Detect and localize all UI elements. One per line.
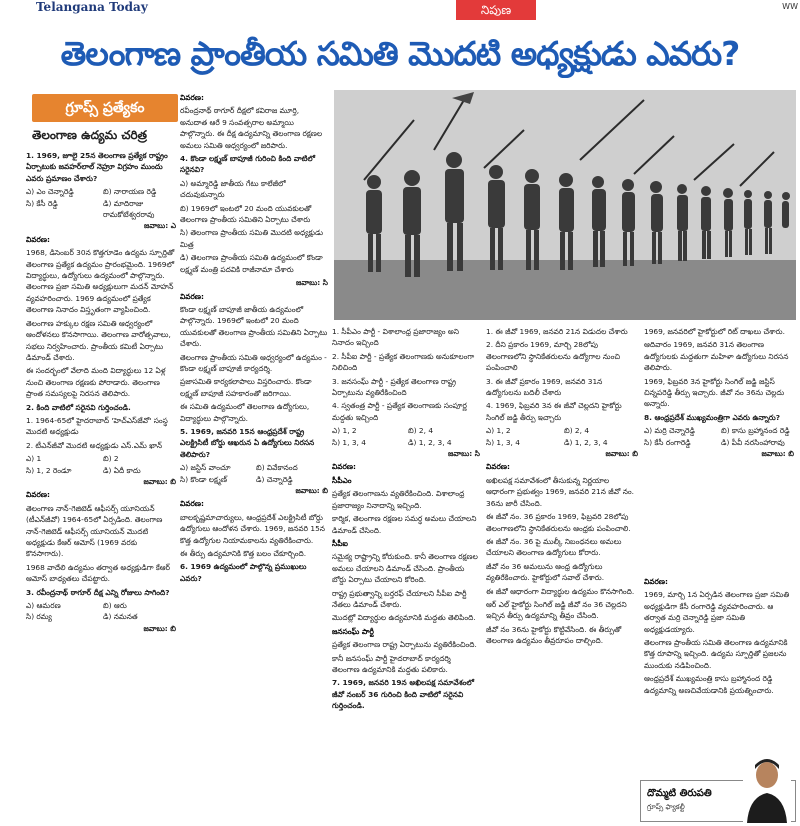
answer-option: డి) మాదిరాజు రామకోటేశ్వరరావు bbox=[103, 198, 155, 220]
paragraph: కొండా లక్ష్మణ్ బాపూజీ జాతీయ ఉద్యమంలో పాల్గొన్నారు. 1969లో ఇంటలో 20 మంది యువకులతో తెలంగాణ ప్రాంతీయ సమితిని ఏర్పాటు చేశారు. bbox=[180, 304, 328, 349]
brand-logo: Telangana Today bbox=[36, 0, 148, 14]
answer-options bbox=[644, 425, 794, 448]
paragraph: 4. స్వతంత్ర పార్టీ - ప్రత్యేక తెలంగాణకు సంపూర్ణ మద్దతు ఇచ్చింది bbox=[332, 401, 467, 422]
paragraph: ఈ జీవో ఆధారంగా విద్యార్థుల ఉద్యమం కొనసాగింది. bbox=[486, 586, 635, 596]
paragraph: ప్రత్యేక తెలంగాణను వ్యతిరేకించింది. విశాలాంధ్ర ప్రజారాజ్యం నినాదాన్ని ఇచ్చింది. bbox=[332, 489, 465, 510]
answer-key: జవాబు: బి bbox=[761, 449, 794, 459]
paragraph: కార్మిక, తెలంగాణ రక్షణల సమర్థ అమలు చేయాలని డిమాండ్ చేసింది. bbox=[332, 514, 477, 535]
answer-key: జవాబు: బి bbox=[605, 449, 638, 459]
paragraph: 1969, మార్చి 1న ఏర్పడిన తెలంగాణ ప్రజా సమితి అధ్యక్షుడిగా కేసీ రంగారెడ్డి వ్యవహరించారు. ఆ తర్వాత మర్రి చెన్నారెడ్డి ప్రజా సమితి అధ్యక్షుడయ్యారు. bbox=[644, 590, 790, 634]
explanation-label: వివరణ: bbox=[486, 462, 510, 472]
article-column-3 bbox=[332, 326, 480, 820]
answer-option: బి) నారాయణ రెడ్డి bbox=[103, 187, 157, 197]
paragraph: ఎ) అమ్మారెడ్డి జాతీయ గేటు కాలేజీలో చదువుకున్నారు bbox=[180, 178, 286, 200]
author-photo bbox=[743, 751, 791, 823]
paragraph: బాలకృష్ణమాచార్యులు, ఆంధ్రప్రదేశ్ ఎలక్ట్రిసిటీ బోర్డు ఉద్యోగులు ఆందోళన చేశారు. 1969, జనవరి 15న కొత్త ఉద్యోగుల నియామకాలను వ్యతిరేకించారు. bbox=[180, 512, 325, 545]
paragraph: జీవో నం 36ను హైకోర్టు కొట్టివేసింది. ఈ తీర్పుతో తెలంగాణ ఉద్యమం తీవ్రరూపం దాల్చింది. bbox=[486, 624, 622, 646]
explanation-label: వివరణ: bbox=[332, 462, 356, 472]
answer-option: సి) కేసీ రంగారెడ్డి bbox=[644, 437, 691, 447]
paragraph: కానీ జనసంఘ్ పార్టీ హైదరాబాద్ కార్యదర్శి తెలంగాణ ఉద్యమానికి మద్దతు పలికారు. bbox=[332, 653, 451, 674]
answer-option: డి) చెన్నారెడ్డి bbox=[256, 474, 293, 484]
explanation-label: వివరణ: bbox=[26, 490, 50, 500]
paragraph: 1. 1964-65లో హైదరాబాద్ 'హెచ్ఎస్‌జేవో' సంస్థ మొదటి అధ్యక్షుడు bbox=[26, 415, 168, 437]
author-box bbox=[640, 780, 796, 822]
explanation-label: వివరణ: bbox=[26, 234, 50, 244]
answer-option: ఎ) 1, 2 bbox=[486, 426, 511, 436]
author-name: దొమ్మటి తిరుపతి bbox=[647, 788, 712, 799]
answer-key: జవాబు: ఎ bbox=[143, 221, 176, 231]
question-text: 4. కొండా లక్ష్మణ్ బాపూజీ గురించి కింది వాటిలో సరైనవి? bbox=[180, 154, 315, 175]
paragraph: ఆదివారం 1969, జనవరి 31న తెలంగాణ ఉద్యోగులకు మద్దతుగా మహిళా ఉద్యోగులు నిరసన తెలిపారు. bbox=[644, 340, 789, 373]
explanation-label: సీపీఐ bbox=[332, 538, 348, 548]
question-text: 1. 1969, జూలై 25న తెలంగాణ ప్రత్యేక రాష్ట్రం ఏర్పాటుకు జవహర్‌లాల్ నెహ్రూ విగ్రహం ముందు ఎవరు ప్రమాణం చేశారు? bbox=[26, 151, 168, 183]
explanation-label: వివరణ: bbox=[180, 93, 204, 102]
page-headline: తెలంగాణ ప్రాంతీయ సమితి మొదటి అధ్యక్షుడు ఎవరు? bbox=[60, 34, 740, 73]
answer-options bbox=[332, 425, 480, 448]
paragraph: జీవో నం 36 అమలును ఆంధ్ర ఉద్యోగులు వ్యతిరేకించారు. హైకోర్టులో సవాల్ చేశారు. bbox=[486, 561, 605, 583]
paragraph: సి) తెలంగాణ ప్రాంతీయ సమితి మొదటి అధ్యక్షుడు మిత్ర bbox=[180, 228, 324, 249]
answer-option: డి) పీవీ నరసింహారావు bbox=[721, 437, 785, 447]
answer-option: బి) 2, 4 bbox=[564, 426, 590, 436]
answer-option: డి) 1, 2, 3, 4 bbox=[564, 437, 608, 447]
answer-option: డి) 1, 2, 3, 4 bbox=[408, 437, 452, 447]
paragraph: 3. ఈ జీవో ప్రకారం 1969, జనవరి 31న ఉద్యోగులను బదిలీ చేశారు bbox=[486, 376, 603, 398]
answer-options bbox=[180, 462, 328, 485]
marching-people-illustration bbox=[334, 90, 796, 320]
paragraph: 1. ఈ జీవో 1969, జనవరి 21న విడుదల చేశారు bbox=[486, 327, 628, 336]
question-text: 2. కింది వాటిలో సరైనవి గుర్తించండి. bbox=[26, 402, 131, 412]
answer-option: బి) ఆరు bbox=[103, 601, 127, 611]
question-text: 3. రవీంద్రనాథ్ ఠాగూర్ దీక్ష ఎన్ని రోజులు సాగింది? bbox=[26, 587, 170, 597]
historical-photo bbox=[334, 90, 796, 320]
answer-option: ఎ) 1, 2 bbox=[332, 426, 357, 436]
section-tab[interactable]: నిపుణ bbox=[456, 0, 536, 20]
groups-special-badge: గ్రూప్స్ ప్రత్యేకం bbox=[32, 94, 178, 122]
answer-option: బి) 2 bbox=[103, 454, 119, 464]
paragraph: 1. సీపీఎం పార్టీ - విశాలాంధ్ర ప్రజారాజ్యం అని నినాదం ఇచ్చింది bbox=[332, 327, 459, 348]
answer-option: సి) రమ్య bbox=[26, 612, 52, 622]
question-text: 8. ఆంధ్రప్రదేశ్ ముఖ్యమంత్రిగా ఎవరు ఉన్నారు? bbox=[644, 412, 781, 422]
paragraph: ఈ తీర్పు ఉద్యమానికి కొత్త బలం చేకూర్చింది. bbox=[180, 549, 307, 559]
paragraph: 1968 వాదేలి ఉద్యమం తర్వాత అధ్యక్షుడిగా కేఆర్ ఆమోస్ బాధ్యతలు చేపట్టారు. bbox=[26, 562, 171, 584]
answer-key: జవాబు: సి bbox=[296, 278, 328, 288]
answer-option: డి) ఏదీ కాదు bbox=[103, 465, 141, 475]
answer-option: బి) 2, 4 bbox=[408, 426, 434, 436]
paragraph: ఆర్ ఎల్ హైకోర్టు సింగిల్ జడ్జి జీవో నం 36 చెల్లదని ఇచ్చిన తీర్పు ఉద్యమాన్ని తీవ్రం చేసింది. bbox=[486, 599, 627, 621]
question-text: 7. 1969, జనవరి 19న అఖిలపక్ష సమావేశంలో జీవో నంబర్ 36 గురించి కింది వాటిలో సరైనవి గుర్తించండి. bbox=[332, 678, 475, 711]
paragraph: 1969, ఫిబ్రవరి 3న హైకోర్టు సింగిల్ జడ్జి జస్టిస్ చిన్నపరెడ్డి తీర్పు ఇచ్చారు. జీవో నం 36ను చెల్లదు అన్నారు. bbox=[644, 376, 785, 409]
answer-option: సి) కొండా లక్ష్మణ్ bbox=[180, 474, 228, 484]
answer-option: ఎ) 1 bbox=[26, 454, 42, 464]
paragraph: తెలంగాణ ప్రాంతీయ సమితి ఆధ్వర్యంలో ఉద్యమం - కొండా లక్ష్మణ్ బాపూజీ కార్యదర్శి. bbox=[180, 352, 327, 373]
article-column-1 bbox=[26, 150, 176, 820]
site-label: WW bbox=[782, 2, 798, 11]
answer-options bbox=[26, 186, 176, 220]
answer-option: డి) నమనత bbox=[103, 612, 138, 622]
paragraph: రాష్ట్ర ప్రభుత్వాన్ని బర్తరఫ్ చేయాలని సీపీఐ పార్టీ నేతలు డిమాండ్ చేశారు. bbox=[332, 588, 467, 609]
paragraph: 3. జనసంఘ్ పార్టీ - ప్రత్యేక తెలంగాణ రాష్ట్ర ఏర్పాటును వ్యతిరేకించింది bbox=[332, 376, 456, 398]
paragraph: ఆంధ్రప్రదేశ్ ముఖ్యమంత్రి కాసు బ్రహ్మానంద రెడ్డి ఉద్యమాన్ని అణచివేయడానికి ప్రయత్నించారు. bbox=[644, 674, 774, 695]
answer-key: జవాబు: బి bbox=[143, 623, 176, 633]
question-text: 5. 1969, జనవరి 15న ఆంధ్రప్రదేశ్ రాష్ట్ర ఎలక్ట్రిసిటీ బోర్డు ఆఖరున ఏ ఉద్యోగులు నిరసన తెలిపారు? bbox=[180, 426, 315, 459]
paragraph: తెలంగాణ నాన్-గెజిటెడ్ ఆఫీసర్స్ యూనియన్ (టీఎన్‌జీవో) 1964-65లో ఏర్పడింది. తెలంగాణ నాన్-గెజిటెడ్ ఆఫీసర్స్ యూనియన్ మొదటి అధ్యక్షుడు కేఆర్ ఆమోస్ (1969 వరకు కొనసాగారు). bbox=[26, 503, 163, 559]
question-text: 6. 1969 ఉద్యమంలో పాల్గొన్న ప్రముఖులు ఎవరు? bbox=[180, 562, 307, 583]
paragraph: 4. 1969, ఫిబ్రవరి 3న ఈ జీవో చెల్లదని హైకోర్టు సింగిల్ జడ్జి తీర్పు ఇచ్చారు bbox=[486, 401, 622, 422]
answer-option: సి) 1, 3, 4 bbox=[332, 437, 366, 447]
paragraph: 2. టీఎన్‌జీవో మొదటి అధ్యక్షుడు ఎస్.ఎమ్ ఖాన్ bbox=[26, 440, 163, 450]
answer-key: జవాబు: బి bbox=[143, 476, 176, 486]
paragraph: ఈ సమితి ఉద్యమంలో తెలంగాణ ఉద్యోగులు, విద్యార్థులు పాల్గొన్నారు. bbox=[180, 402, 310, 423]
paragraph: 2. సీపీఐ పార్టీ - ప్రత్యేక తెలంగాణకు అనుకూలంగా నిలిచింది bbox=[332, 351, 475, 373]
answer-options bbox=[486, 425, 638, 448]
paragraph: డి) తెలంగాణ ప్రాంతీయ సమితి ఉద్యమంలో కొండా లక్ష్మణ్ మంత్రి పదవికి రాజీనామా చేశారు bbox=[180, 253, 323, 274]
paragraph: ఈ సందర్భంలో వేలాది మంది విద్యార్థులు 12 ఏళ్ల నుంచి తెలంగాణ రక్షణకు పోరాడారు. తెలంగాణ ప్రాంత సమస్యలపై నిరసన తెలిపారు. bbox=[26, 366, 166, 399]
answer-option: సి) 1, 3, 4 bbox=[486, 437, 520, 447]
answer-option: ఎ) ఆమరణ bbox=[26, 601, 61, 611]
explanation-label: జనసంఘ్ పార్టీ bbox=[332, 626, 374, 636]
paragraph: రవీంద్రనాథ్ ఠాగూర్ దీక్షలో కవిరాజ మూర్తి, అనుదాత ఆరే 9 సంవత్సరాల అమ్మాయి పాల్గొన్నారు. ఈ దీక్ష ఉద్యమాన్ని తెలంగాణ రక్షణల అమలు సమితి ఆధ్వర్యంలో జరిపారు. bbox=[180, 106, 323, 150]
paragraph: సమైక్య రాష్ట్రాన్ని కోరుకుంది. కానీ తెలంగాణ రక్షణల అమలు చేయాలని డిమాండ్ చేసింది. ప్రాంతీయ బోర్డు ఏర్పాటు చేయాలని కోరింది. bbox=[332, 552, 478, 585]
paragraph: ఈ జీవో నం. 36 ప్రకారం 1969, ఫిబ్రవరి 28లోపు తెలంగాణలోని స్థానికేతరులను ఆంధ్రకు పంపించాలి. bbox=[486, 512, 631, 533]
paragraph: 1969, జనవరిలో హైకోర్టులో రిట్ దాఖలు చేశారు. bbox=[644, 327, 785, 336]
paragraph: అఖిలపక్ష సమావేశంలో తీసుకున్న నిర్ణయాల ఆధారంగా ప్రభుత్వం 1969, జనవరి 21న జీవో నం. 36ను జారీ చేసింది. bbox=[486, 475, 635, 508]
section-subheading: తెలంగాణ ఉద్యమ చరిత్ర bbox=[32, 128, 147, 142]
explanation-label: వివరణ: bbox=[180, 499, 204, 509]
paragraph: 2. దీని ప్రకారం 1969, మార్చి 28లోపు తెలంగాణలోని స్థానికేతరులను ఉద్యోగాల నుంచి పంపించాలి bbox=[486, 340, 621, 373]
answer-key: జవాబు: బి bbox=[295, 486, 328, 495]
answer-key: జవాబు: సి bbox=[448, 449, 480, 459]
answer-option: ఎ) మర్రి చెన్నారెడ్డి bbox=[644, 426, 695, 436]
paragraph: మొదట్లో విద్యార్థుల ఉద్యమానికి మద్దతు తెలిపింది. bbox=[332, 613, 476, 623]
paragraph: బి) 1969లో ఇంటలో 20 మంది యువకులతో తెలంగాణ ప్రాంతీయ సమితిని ఏర్పాటు చేశారు bbox=[180, 203, 312, 225]
paragraph: తెలంగాణ హక్కుల రక్షణ సమితి ఆధ్వర్యంలో ఆందోళనలు కొనసాగాయి. తెలంగాణ వారోత్సవాలు, సభలు నిర్వహించారు. ప్రాంతీయ కమిటీ ఏర్పాటు డిమాండ్ చేశారు. bbox=[26, 318, 171, 362]
article-column-6 bbox=[644, 576, 794, 776]
paragraph: ప్రత్యేక తెలంగాణ రాష్ట్ర ఏర్పాటును వ్యతిరేకించింది. bbox=[332, 640, 477, 650]
answer-options bbox=[26, 453, 176, 476]
paragraph: ప్రజాసమితి కార్యకలాపాలు విస్తరించారు. కొండా లక్ష్మణ్ బాపూజీ సహకారంతో జరిగాయి. bbox=[180, 377, 312, 398]
answer-option: సి) 1, 2 రెండూ bbox=[26, 465, 72, 475]
answer-option: ఎ) ఎం చెన్నారెడ్డి bbox=[26, 187, 74, 197]
author-role: గ్రూప్స్ ఫ్యాకల్టీ bbox=[647, 803, 685, 811]
article-column-5 bbox=[644, 326, 794, 576]
article-column-4 bbox=[486, 326, 638, 820]
answer-options bbox=[26, 600, 176, 623]
top-bar bbox=[0, 0, 800, 22]
answer-option: సి) కేసీ రెడ్డి bbox=[26, 198, 58, 208]
paragraph: తెలంగాణ ప్రాంతీయ సమితి తెలంగాణ ఉద్యమానికి కొత్త రూపాన్ని ఇచ్చింది. ఉద్యమ స్ఫూర్తితో ప్రజలను ముందుకు నడిపించింది. bbox=[644, 638, 788, 670]
explanation-label: వివరణ: bbox=[644, 577, 668, 586]
explanation-label: వివరణ: bbox=[180, 291, 204, 301]
answer-option: బి) వివేకానంద bbox=[256, 463, 298, 473]
article-column-2 bbox=[180, 92, 328, 820]
answer-option: బి) కాసు బ్రహ్మానంద రెడ్డి bbox=[721, 426, 790, 436]
paragraph: 1968, డిసెంబర్ 30న కొత్తగూడెం ఉద్యమ స్ఫూర్తితో తెలంగాణ ప్రత్యేక ఉద్యమం ప్రారంభమైంది. 1969లో విద్యార్థులు, ఉద్యోగులు ఉద్యమంలో పాల్గొన్నారు. తెలంగాణ ప్రజా సమితి అధ్యక్షులుగా మదన్ మోహన్ వ్యవహరించారు. 1969 ఉద్యమంలో ప్రత్యేక తెలంగాణ నినాదం విస్తృతంగా వ్యాపించింది. bbox=[26, 248, 175, 315]
answer-option: ఎ) జస్టిస్ వాంచూ bbox=[180, 463, 231, 473]
paragraph: ఈ జీవో నం. 36 పై ముల్కీ నిబంధనలు అమలు చేయాలని తెలంగాణ ఉద్యోగులు కోరారు. bbox=[486, 536, 622, 558]
explanation-label: సీపీఎం bbox=[332, 475, 352, 485]
